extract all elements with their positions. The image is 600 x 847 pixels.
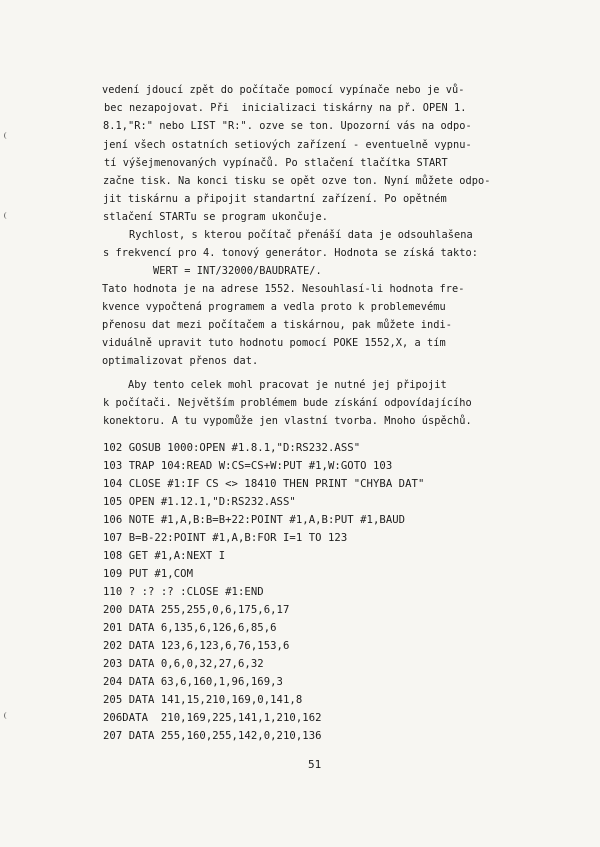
text-line: konektoru. A tu vypomůže jen vlastní tvorba. Mnoho úspěchů. bbox=[103, 415, 472, 427]
text-line: jit tiskárnu a připojit standartní zařízení. Po opětném bbox=[103, 193, 447, 205]
text-line: stlačení STARTu se program ukončuje. bbox=[103, 211, 328, 223]
text-line: viduálně upravit tuto hodnotu pomocí POKE 1552,X, a tím bbox=[102, 337, 446, 349]
text-line: Rychlost, s kterou počítač přenáší data je odsouhlašena bbox=[129, 229, 473, 241]
text-line: Aby tento celek mohl pracovat je nutné jej připojit bbox=[128, 379, 447, 391]
text-line: začne tisk. Na konci tisku se opět ozve ton. Nyní můžete odpo- bbox=[103, 175, 491, 187]
text-line: Tato hodnota je na adrese 1552. Nesouhlasí-li hodnota fre- bbox=[102, 283, 465, 295]
code-line: 102 GOSUB 1000:OPEN #1.8.1,"D:RS232.ASS" bbox=[103, 442, 361, 454]
code-line: 109 PUT #1,COM bbox=[103, 568, 193, 580]
binder-hole-mark bbox=[4, 132, 10, 139]
code-line: 110 ? :? :? :CLOSE #1:END bbox=[103, 586, 264, 598]
code-line: 106 NOTE #1,A,B:B=B+22:POINT #1,A,B:PUT #1,BAUD bbox=[103, 514, 406, 526]
code-line: 203 DATA 0,6,0,32,27,6,32 bbox=[103, 658, 264, 670]
text-line: k počítači. Největším problémem bude získání odpovídajícího bbox=[103, 397, 472, 409]
binder-hole-mark bbox=[4, 712, 10, 719]
text-line: přenosu dat mezi počítačem a tiskárnou, pak můžete indi- bbox=[102, 319, 452, 331]
code-line: 201 DATA 6,135,6,126,6,85,6 bbox=[103, 622, 277, 634]
code-line: 108 GET #1,A:NEXT I bbox=[103, 550, 226, 562]
text-line: vedení jdoucí zpět do počítače pomocí vypínače nebo je vů- bbox=[102, 84, 465, 96]
text-line: tí výšejmenovaných vypínačů. Po stlačení tlačítka START bbox=[104, 157, 448, 169]
text-line: jení všech ostatních setiových zařízení - eventuelně vypnu- bbox=[103, 139, 472, 151]
binder-hole-mark bbox=[4, 212, 10, 219]
code-line: 205 DATA 141,15,210,169,0,141,8 bbox=[103, 694, 303, 706]
code-line: 107 B=B-22:POINT #1,A,B:FOR I=1 TO 123 bbox=[103, 532, 348, 544]
code-line: 104 CLOSE #1:IF CS <> 18410 THEN PRINT "CHYBA DAT" bbox=[103, 478, 425, 490]
formula: WERT = INT/32000/BAUDRATE/. bbox=[153, 265, 322, 277]
code-line: 105 OPEN #1.12.1,"D:RS232.ASS" bbox=[103, 496, 296, 508]
text-line: 8.1,"R:" nebo LIST "R:". ozve se ton. Upozorní vás na odpo- bbox=[103, 120, 472, 132]
text-line: s frekvencí pro 4. tonový generátor. Hodnota se získá takto: bbox=[103, 247, 478, 259]
page-number: 51 bbox=[308, 758, 322, 771]
text-line: optimalizovat přenos dat. bbox=[102, 355, 259, 367]
code-line: 206DATA 210,169,225,141,1,210,162 bbox=[103, 712, 322, 724]
code-line: 103 TRAP 104:READ W:CS=CS+W:PUT #1,W:GOTO 103 bbox=[103, 460, 393, 472]
code-line: 207 DATA 255,160,255,142,0,210,136 bbox=[103, 730, 322, 742]
code-line: 204 DATA 63,6,160,1,96,169,3 bbox=[103, 676, 283, 688]
text-line: bec nezapojovat. Při inicializaci tiskárny na př. OPEN 1. bbox=[104, 102, 467, 114]
code-line: 200 DATA 255,255,0,6,175,6,17 bbox=[103, 604, 290, 616]
text-line: kvence vypočtená programem a vedla proto k problemevému bbox=[102, 301, 446, 313]
code-line: 202 DATA 123,6,123,6,76,153,6 bbox=[103, 640, 290, 652]
